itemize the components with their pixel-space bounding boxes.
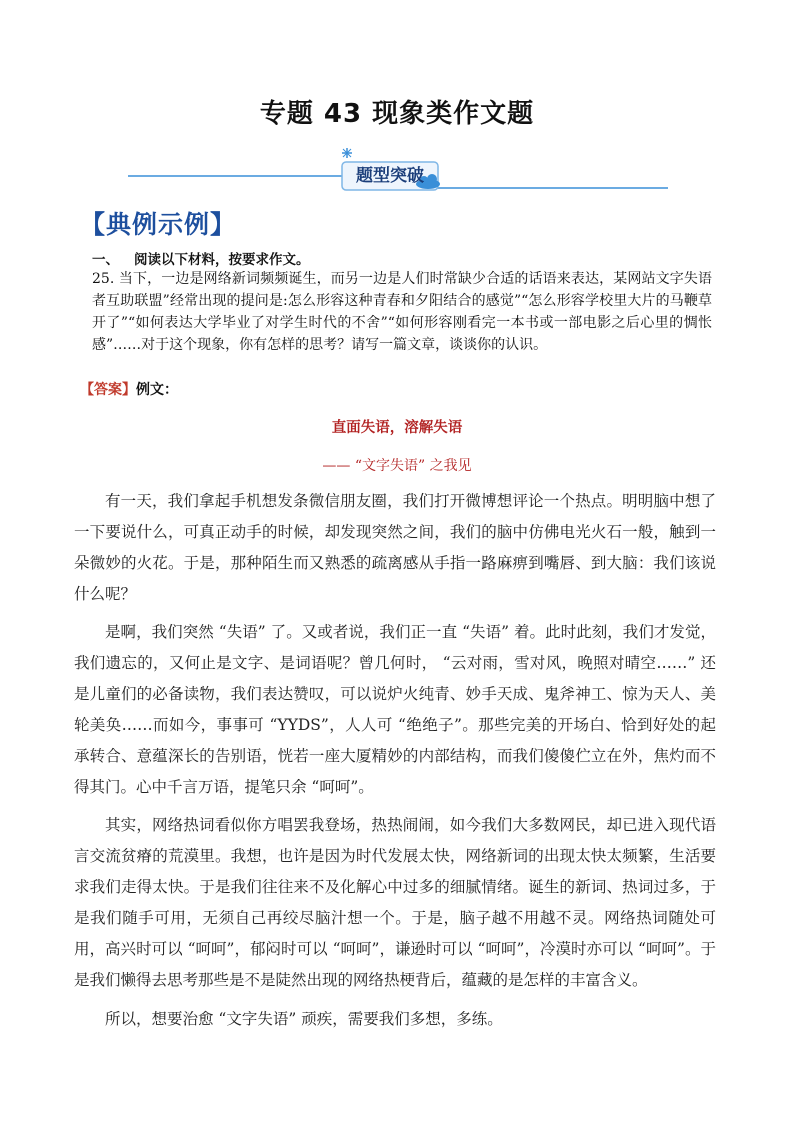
- answer-tag: 【答案】: [80, 382, 136, 398]
- answer-label: 例文：: [136, 382, 178, 398]
- sparkle-icon: [342, 148, 352, 158]
- essay-paragraph: 所以，想要治愈 “文字失语” 顽疾，需要我们多想，多练。: [105, 1010, 503, 1028]
- essay-title: 直面失语，溶解失语: [331, 419, 463, 436]
- essay-paragraph: 有一天，我们拿起手机想发条微信朋友圈，我们打开微博想评论一个热点。明明脑中想了一下要说什么，可真正动手的时候，却发现突然之间，我们的脑中仿佛电光火石一般，触到一朵微妙的火花。于是，那种陌生而又熟悉的疏离感从手指一路麻痹到嘴唇、到大脑：我们该说什么呢？: [74, 492, 716, 603]
- banner-label: 题型突破: [356, 166, 424, 186]
- section-heading: 【典例示例】: [80, 210, 237, 239]
- essay-paragraph: 是啊，我们突然 “失语” 了。又或者说，我们正一直 “失语” 着。此时此刻，我们才发觉，我们遗忘的，又何止是文字、是词语呢？曾几何时， “云对雨，雪对风，晚照对晴空……” 还是儿童们的必备读物，我们表达赞叹，可以说炉火纯青、妙手天成、鬼斧神工、惊为天人、美轮美奂……而如今，事事可 “YYDS”，人人可 “绝绝子”。那些完美的开场白、恰到好处的起承转合、意蕴深长的告别语，恍若一座大厦精妙的内部结构，而我们傻傻伫立在外，焦灼而不得其门。心中千言万语，提笔只余 “呵呵”。: [74, 623, 716, 796]
- essay-subtitle: —— “文字失语” 之我见: [322, 458, 472, 474]
- page-title: 专题 43 现象类作文题: [259, 99, 535, 129]
- topic-banner: [128, 144, 668, 194]
- question-prompt: 阅读以下材料，按要求作文。: [134, 252, 310, 268]
- question-material: 25. 当下，一边是网络新词频频诞生，而另一边是人们时常缺少合适的话语来表达，某网站文字失语者互助联盟”经常出现的提问是:怎么形容这种青春和夕阳结合的感觉”“怎么形容学校里大片的马鞭草开了”“如何表达大学毕业了对学生时代的不舍”“如何形容刚看完一本书或一部电影之后心里的惆怅感”……对于这个现象，你有怎样的思考？请写一篇文章，谈谈你的认识。: [92, 271, 712, 353]
- question-number: 一、: [92, 252, 119, 268]
- essay-paragraph: 其实，网络热词看似你方唱罢我登场，热热闹闹，如今我们大多数网民，却已进入现代语言交流贫瘠的荒漠里。我想，也许是因为时代发展太快，网络新词的出现太快太频繁，生活要求我们走得太快。于是我们往往来不及化解心中过多的细腻情绪。诞生的新词、热词过多，于是我们随手可用，无须自己再绞尽脑汁想一个。于是，脑子越不用越不灵。网络热词随处可用，高兴时可以 “呵呵”，郁闷时可以 “呵呵”，谦逊时可以 “呵呵”，冷漠时亦可以 “呵呵”。于是我们懒得去思考那些是不是陡然出现的网络热梗背后，蕴藏的是怎样的丰富含义。: [74, 816, 716, 989]
- answer-heading: [80, 379, 178, 399]
- question-heading: [92, 248, 310, 268]
